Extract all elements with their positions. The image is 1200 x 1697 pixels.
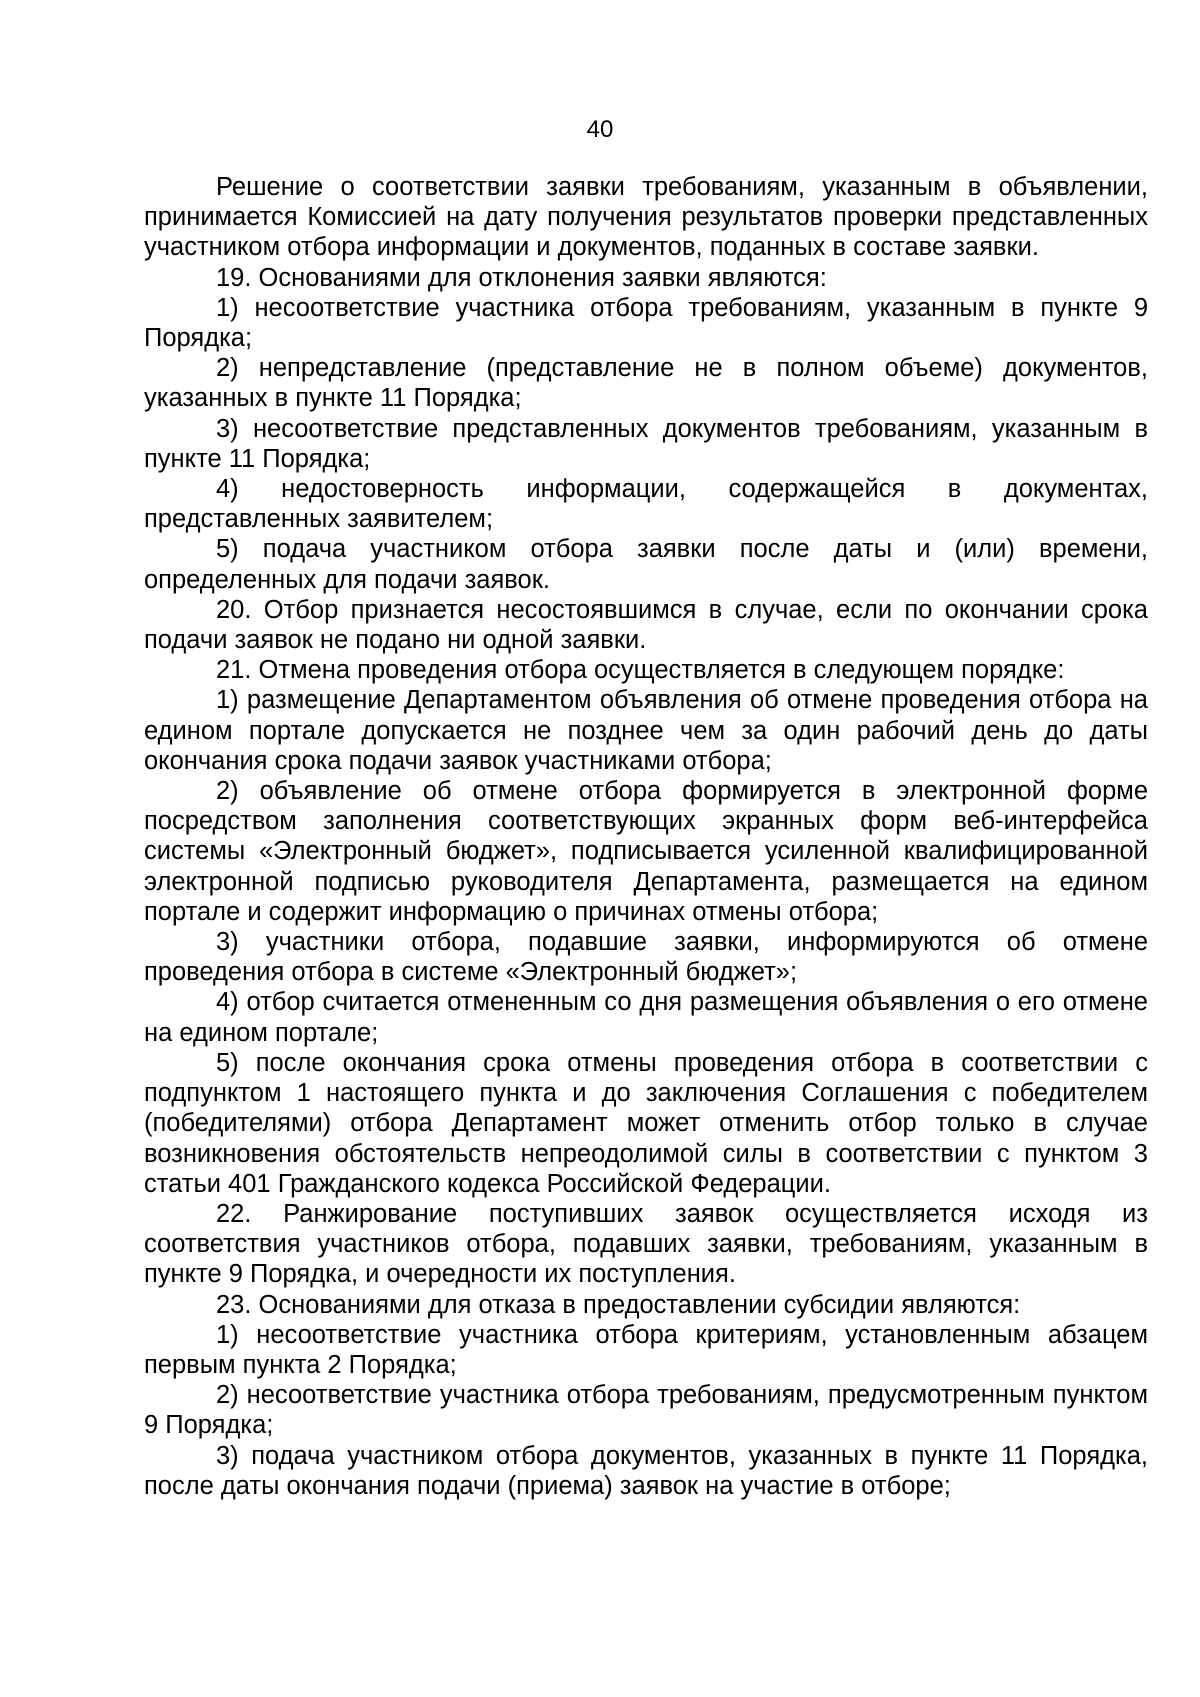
paragraph: 1) несоответствие участника отбора критериям, установленным абзацем первым пункта 2 Порядка;	[144, 1320, 1148, 1379]
paragraph: 2) объявление об отмене отбора формируется в электронной форме посредством заполнения соответствующих экранных форм веб-интерфейса системы «Электронный бюджет», подписывается усиленной квалифицированной электронной подписью руководителя Департамента, размещается на едином портале и содержит информацию о причинах отмены отбора;	[144, 777, 1148, 926]
paragraph: 19. Основаниями для отклонения заявки являются:	[216, 263, 827, 292]
paragraph: 4) отбор считается отмененным со дня размещения объявления о его отмене на едином портале;	[144, 988, 1148, 1047]
paragraph: Решение о соответствии заявки требованиям, указанным в объявлении, принимается Комиссией на дату получения результатов проверки представленных участником отбора информации и документов, поданных в составе заявки.	[144, 173, 1148, 262]
page-number: 40	[586, 116, 614, 143]
paragraph: 1) размещение Департаментом объявления об отмене проведения отбора на едином портале допускается не позднее чем за один рабочий день до даты окончания срока подачи заявок участниками отбора;	[144, 686, 1148, 775]
paragraph: 20. Отбор признается несостоявшимся в случае, если по окончании срока подачи заявок не подано ни одной заявки.	[144, 595, 1148, 655]
paragraph: 23. Основаниями для отказа в предоставлении субсидии являются:	[216, 1290, 1021, 1319]
paragraph: 1) несоответствие участника отбора требованиям, указанным в пункте 9 Порядка;	[144, 293, 1148, 353]
paragraph: 2) непредставление (представление не в полном объеме) документов, указанных в пункте 11 Порядка;	[144, 354, 1148, 413]
paragraph: 2) несоответствие участника отбора требованиям, предусмотренным пунктом 9 Порядка;	[144, 1381, 1148, 1440]
paragraph: 21. Отмена проведения отбора осуществляется в следующем порядке:	[216, 656, 1065, 685]
paragraph: 4) недостоверность информации, содержащейся в документах, представленных заявителем;	[144, 475, 1148, 534]
paragraph: 5) после окончания срока отмены проведения отбора в соответствии с подпунктом 1 настоящего пункта и до заключения Соглашения с победителем (победителями) отбора Департамент может отменить отбор только в случае возникновения обстоятельств непреодолимой силы в соответствии с пунктом 3 статьи 401 Гражданского кодекса Российской Федерации.	[144, 1048, 1148, 1198]
paragraph: 3) участники отбора, подавшие заявки, информируются об отмене проведения отбора в системе «Электронный бюджет»;	[144, 928, 1148, 987]
paragraph: 22. Ранжирование поступивших заявок осуществляется исходя из соответствия участников отбора, подавших заявки, требованиям, указанным в пункте 9 Порядка, и очередности их поступления.	[144, 1199, 1148, 1289]
paragraph: 3) подача участником отбора документов, указанных в пункте 11 Порядка, после даты окончания подачи (приема) заявок на участие в отборе;	[144, 1441, 1148, 1500]
paragraph: 5) подача участником отбора заявки после даты и (или) времени, определенных для подачи заявок.	[144, 535, 1148, 594]
paragraph: 3) несоответствие представленных документов требованиям, указанным в пункте 11 Порядка;	[144, 414, 1148, 473]
document-body	[144, 172, 1148, 1501]
